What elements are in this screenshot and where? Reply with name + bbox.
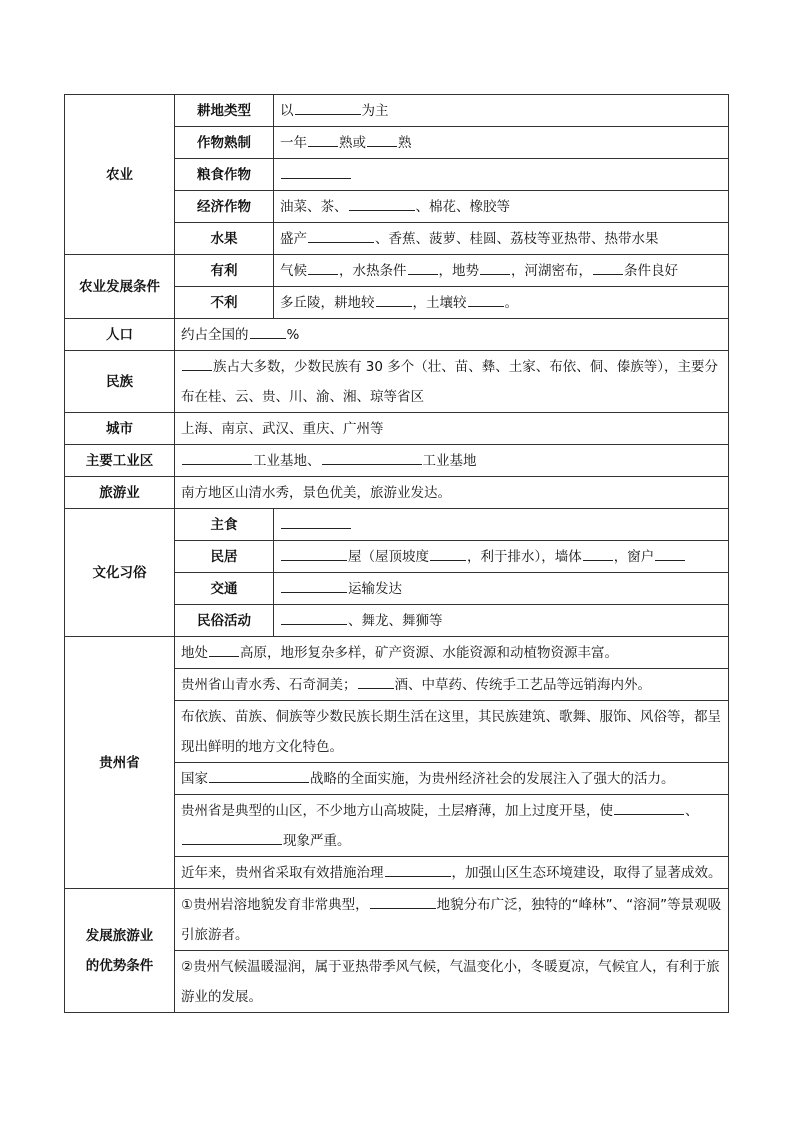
text: 地处 (181, 644, 208, 661)
fill-blank[interactable] (593, 259, 623, 275)
worksheet-table (64, 94, 729, 1013)
category-guizhou: 贵州省 (65, 637, 175, 889)
row-favorable (65, 255, 729, 287)
category-tourism-conditions (65, 889, 175, 1013)
label-fruit: 水果 (175, 223, 274, 255)
text: ，加强山区生态环境建设，取得了显著成效。 (451, 864, 722, 881)
text: 、舞龙、舞狮等 (348, 612, 443, 629)
text: ，地势 (438, 262, 479, 279)
cell-folk-activities (274, 605, 729, 637)
fill-blank[interactable] (349, 195, 415, 211)
text: ，河湖密布， (511, 262, 592, 279)
text: ，利于排水），墙体 (467, 548, 582, 565)
row-population (65, 319, 729, 351)
fill-blank[interactable] (367, 131, 397, 147)
text: ①贵州岩溶地貌发育非常典型， (181, 896, 369, 913)
label-folk-activities: 民俗活动 (175, 605, 274, 637)
cell-guizhou-2 (175, 669, 729, 701)
fill-blank[interactable] (385, 861, 451, 877)
fill-blank[interactable] (308, 259, 338, 275)
fill-blank[interactable] (281, 577, 347, 593)
fill-blank[interactable] (308, 227, 374, 243)
category-culture: 文化习俗 (65, 509, 175, 637)
label-staple-food: 主食 (175, 509, 274, 541)
fill-blank[interactable] (182, 355, 212, 371)
text: 盛产 (280, 230, 307, 247)
category-industry: 主要工业区 (65, 445, 175, 477)
category-population: 人口 (65, 319, 175, 351)
row-industry (65, 445, 729, 477)
text: 以 (280, 102, 294, 119)
fill-blank[interactable] (308, 131, 338, 147)
fill-blank[interactable] (358, 673, 394, 689)
fill-blank[interactable] (480, 259, 510, 275)
row-tourism-cond-1 (65, 889, 729, 951)
cell-crop-maturity (274, 127, 729, 159)
cell-tourism-cond-2: ②贵州气候温暖湿润，属于亚热带季风气候，气温变化小，冬暖夏凉，气候宜人，有利于旅游业的发展。 (175, 951, 729, 1013)
cell-population (175, 319, 729, 351)
fill-blank[interactable] (583, 545, 613, 561)
text: 工业基地 (422, 452, 477, 469)
cell-guizhou-6 (175, 857, 729, 889)
text: 、香蕉、菠萝、桂圆、荔枝等亚热带、热带水果 (375, 230, 659, 247)
fill-blank[interactable] (430, 545, 466, 561)
cell-favorable (274, 255, 729, 287)
fill-blank[interactable] (281, 609, 347, 625)
text: ，水热条件 (339, 262, 407, 279)
text: % (286, 326, 300, 343)
label-farmland-type: 耕地类型 (175, 95, 274, 127)
cell-guizhou-3: 布依族、苗族、侗族等少数民族长期生活在这里，其民族建筑、歌舞、服饰、风俗等，都呈现出鲜明的地方文化特色。 (175, 701, 729, 763)
cell-unfavorable (274, 287, 729, 319)
fill-blank[interactable] (468, 291, 504, 307)
fill-blank[interactable] (408, 259, 438, 275)
fill-blank[interactable] (376, 291, 412, 307)
text: 国家 (181, 770, 208, 787)
text: 、 (685, 802, 699, 819)
text: ，窗户 (613, 548, 655, 565)
text: 现象严重。 (283, 832, 351, 849)
fill-blank[interactable] (614, 799, 684, 815)
text: 族占大多数，少数民族有 30 多个（壮、苗、彝、土家、布依、侗、傣族等），主要分布在桂、云、贵、川、渝、湘、琼等省区 (181, 358, 719, 405)
text: 屋（屋顶坡度 (348, 548, 429, 565)
label-transport: 交通 (175, 573, 274, 605)
text: 一年 (280, 134, 307, 151)
cell-staple-food (274, 509, 729, 541)
category-agri-conditions: 农业发展条件 (65, 255, 175, 319)
fill-blank[interactable] (209, 641, 239, 657)
fill-blank[interactable] (209, 767, 309, 783)
text: 近年来，贵州省采取有效措施治理 (181, 864, 384, 881)
text: 气候 (280, 262, 307, 279)
category-line-1: 发展旅游业 (85, 927, 154, 944)
text: 。 (504, 294, 518, 311)
cell-transport (274, 573, 729, 605)
cell-tourism: 南方地区山清水秀，景色优美，旅游业发达。 (175, 477, 729, 509)
cell-dwelling (274, 541, 729, 573)
cell-tourism-cond-1 (175, 889, 729, 951)
cell-guizhou-5 (175, 795, 729, 857)
text: 条件良好 (624, 262, 678, 279)
text: 熟或 (339, 134, 366, 151)
text: 高原，地形复杂多样，矿产资源、水能资源和动植物资源丰富。 (240, 644, 618, 661)
label-dwelling: 民居 (175, 541, 274, 573)
row-tourism (65, 477, 729, 509)
category-agriculture: 农业 (65, 95, 175, 255)
cell-cash-crops (274, 191, 729, 223)
fill-blank[interactable] (655, 545, 685, 561)
cell-farmland-type (274, 95, 729, 127)
label-grain-crops: 粮食作物 (175, 159, 274, 191)
row-cities (65, 413, 729, 445)
fill-blank[interactable] (281, 545, 347, 561)
text: 熟 (398, 134, 412, 151)
cell-industry (175, 445, 729, 477)
category-ethnicity: 民族 (65, 351, 175, 413)
text: 酒、中草药、传统手工艺品等远销海内外。 (394, 676, 651, 693)
text: 工业基地、 (253, 452, 321, 469)
text: ，土壤较 (412, 294, 467, 311)
cell-guizhou-1 (175, 637, 729, 669)
fill-blank[interactable] (295, 99, 361, 115)
text: 多丘陵，耕地较 (280, 294, 375, 311)
fill-blank[interactable] (182, 449, 252, 465)
text: 为主 (361, 102, 389, 119)
row-farmland-type (65, 95, 729, 127)
label-cash-crops: 经济作物 (175, 191, 274, 223)
cell-ethnicity (175, 351, 729, 413)
row-guizhou-1 (65, 637, 729, 669)
fill-blank[interactable] (182, 829, 282, 845)
row-ethnicity (65, 351, 729, 413)
fill-blank[interactable] (281, 513, 351, 529)
label-crop-maturity: 作物熟制 (175, 127, 274, 159)
fill-blank[interactable] (370, 893, 436, 909)
category-tourism: 旅游业 (65, 477, 175, 509)
cell-cities: 上海、南京、武汉、重庆、广州等 (175, 413, 729, 445)
text: 运输发达 (348, 580, 402, 597)
text: 约占全国的 (181, 326, 249, 343)
row-staple-food (65, 509, 729, 541)
text: 贵州省是典型的山区，不少地方山高坡陡，土层瘠薄，加上过度开垦，使 (181, 802, 613, 819)
text: 油菜、茶、 (280, 198, 348, 215)
cell-grain-crops (274, 159, 729, 191)
text: 贵州省山青水秀、石奇洞美； (181, 676, 357, 693)
category-cities: 城市 (65, 413, 175, 445)
cell-fruit (274, 223, 729, 255)
text: 战略的全面实施，为贵州经济社会的发展注入了强大的活力。 (310, 770, 675, 787)
text: 地貌分布广泛，独特的“峰林”、“溶洞”等景观吸引旅游者。 (181, 896, 722, 943)
fill-blank[interactable] (250, 323, 286, 339)
category-line-2: 的优势条件 (85, 957, 154, 974)
text: 、棉花、橡胶等 (415, 198, 510, 215)
fill-blank[interactable] (322, 449, 422, 465)
cell-guizhou-4 (175, 763, 729, 795)
label-favorable: 有利 (175, 255, 274, 287)
fill-blank[interactable] (281, 163, 351, 179)
label-unfavorable: 不利 (175, 287, 274, 319)
